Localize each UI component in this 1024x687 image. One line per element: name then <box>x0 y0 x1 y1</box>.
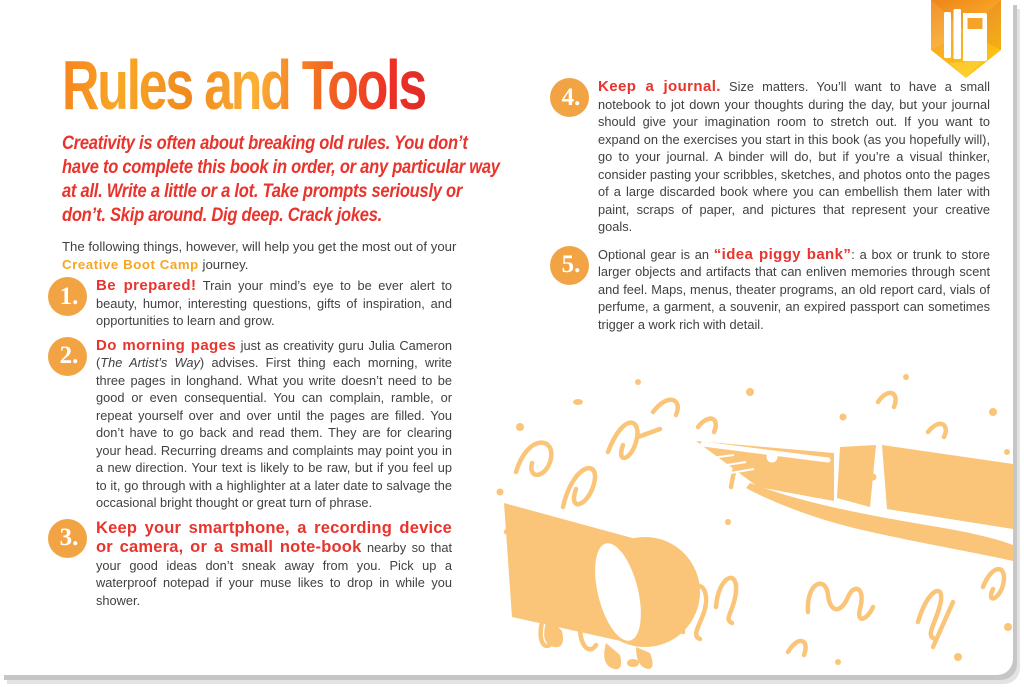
item-heading: Keep your smartphone, a recording device or camera, or a small note-book <box>96 518 452 556</box>
book-title: The Artist’s Way <box>100 355 200 370</box>
item-number <box>550 78 589 117</box>
item-text <box>598 78 990 236</box>
list-item-5 <box>550 246 990 334</box>
intro-text: Creativity is often about breaking old rules. You don’t have to complete this book in order, or any particular way at all. Write a little or a lot. Take prompts seriously or don’t. Skip around. Dig deep. Crack jokes. <box>62 133 500 226</box>
list-item-3 <box>48 519 452 610</box>
lead-pre: The following things, however, will help you get the most out of your <box>62 239 457 254</box>
item-number-label: 3. <box>59 524 79 551</box>
item-number <box>48 337 87 376</box>
fountain-pen-icon <box>696 441 1013 561</box>
item-number <box>48 519 87 558</box>
page-title: Rules and Tools <box>62 50 447 120</box>
item-body-post: : a box or trunk to store larger objects and artifacts that can enliven memories through scent and feel. Maps, menus, theater programs, an old report card, vials of perfume, a garment, a souvenir, an expired passport can sometimes trigger a work rich with detail. <box>598 246 990 332</box>
item-body-pre: Optional gear is an <box>598 246 714 262</box>
item-body: Size matters. You’ll want to have a small notebook to jot down your thoughts during the day, but your journal should give your imagination room to stretch out. If you want to expand on the exercises you start in this book (as you hopefully will), go to your journal. A binder will do, but if you’re a visual thinker, consider pasting your scribbles, sketches, and photos onto the pages of a large discarded book where you can embellish them later with paint, scraps of paper, and pictures that represent your creative goals. <box>598 79 990 234</box>
list-item-1 <box>48 277 452 330</box>
item-heading: Do morning pages <box>96 336 237 354</box>
item-heading: Be prepared! <box>96 277 197 294</box>
item-number-label: 5. <box>561 251 581 278</box>
list-item-2 <box>48 337 452 512</box>
item-text <box>96 337 452 512</box>
items-column-right <box>550 78 990 343</box>
item-body-pre: just as creativity guru Julia Cameron ( <box>96 337 453 370</box>
lead-post: journey. <box>198 257 249 272</box>
item-number-label: 1. <box>59 282 79 310</box>
item-number-label: 4. <box>561 83 581 111</box>
items-column-left <box>48 277 452 616</box>
item-body: nearby so that your good ideas don’t sneak away from you. Pick up a waterproof notepad if your muse likes to drop in while you shower. <box>96 539 453 608</box>
lead-text <box>62 238 482 274</box>
item-number <box>550 246 589 285</box>
item-number <box>48 277 87 316</box>
item-body-post: ) advises. First thing each morning, write three pages in longhand. What you write doesn’t need to be good or even consequential. You can complain, ramble, or repeat yourself over and over until the pages are filled. You don’t have to go back and read them. They are for clearing your head. Recurring dreams and complaints may point you in a new direction. Your text is likely to be raw, but if you feel up to it, go through with a highlighter at a later date to salvage the occasional bright thought or great turn of phrase. <box>96 355 452 510</box>
book-label <box>968 18 983 29</box>
item-body: Train your mind’s eye to be ever alert to beauty, humor, interesting questions, gifts of inspiration, and opportunities to learn and grow. <box>96 278 452 328</box>
item-text <box>96 277 452 330</box>
list-item-4 <box>550 78 990 236</box>
books-badge <box>931 0 1001 78</box>
item-text <box>96 519 452 610</box>
pen-cap-shape <box>504 503 700 669</box>
fountain-pen-illustration <box>488 357 1013 673</box>
item-heading: Keep a journal. <box>598 78 721 95</box>
item-text <box>598 246 990 334</box>
books-icon <box>944 9 987 61</box>
item-heading: “idea piggy bank” <box>713 245 852 263</box>
item-number-label: 2. <box>59 342 79 369</box>
brand-name: Creative Boot Camp <box>62 257 199 272</box>
